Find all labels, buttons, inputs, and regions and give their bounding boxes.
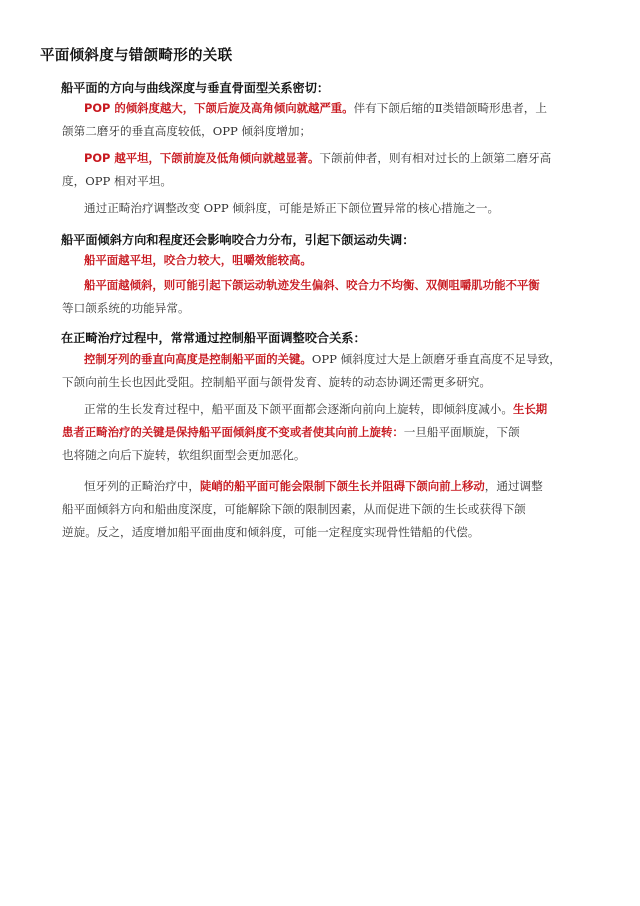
paragraph-line: 船平面倾斜方向和船曲度深度，可能解除下颌的限制因素，从而促进下颌的生长或获得下颌 <box>62 502 526 516</box>
paragraph-line <box>62 421 602 444</box>
page-title: 平面倾斜度与错颌畸形的关联 <box>40 48 233 64</box>
body-text: 下颌前伸者，则有相对过长的上颌第二磨牙高 <box>319 151 552 165</box>
paragraph-line: 逆旋。反之，适度增加船平面曲度和倾斜度，可能一定程度实现骨性错船的代偿。 <box>62 525 480 539</box>
paragraph-line <box>84 348 602 371</box>
highlight-text: 生长期 <box>512 402 548 416</box>
section-2-paragraph-1 <box>84 249 602 272</box>
section-1-paragraph-2 <box>62 147 602 193</box>
body-text: OPP 倾斜度过大是上颌磨牙垂直高度不足导致， <box>311 352 561 366</box>
section-1-paragraph-1 <box>62 97 602 143</box>
highlight-text: 患者正畸治疗的关键是保持船平面倾斜度不变或者使其向前上旋转： <box>62 425 404 439</box>
body-text: 一旦船平面顺旋，下颌 <box>403 425 520 439</box>
section-3-paragraph-1 <box>62 348 602 394</box>
paragraph-line: 下颌向前生长也因此受阻。控制船平面与颌骨发育、旋转的动态协调还需更多研究。 <box>62 375 491 389</box>
section-2-paragraph-2 <box>62 274 602 320</box>
highlight-text: 船平面越平坦，咬合力较大，咀嚼效能较高。 <box>84 253 312 267</box>
section-3-paragraph-3 <box>62 475 602 544</box>
paragraph-line: 也将随之向后下旋转，软组织面型会更加恶化。 <box>62 448 306 462</box>
paragraph-line <box>84 274 602 297</box>
section-2-heading: 船平面倾斜方向和程度还会影响咬合力分布，引起下颌运动失调： <box>61 233 415 247</box>
paragraph-line <box>84 249 602 272</box>
paragraph-line <box>84 398 602 421</box>
section-1-paragraph-3 <box>84 197 602 220</box>
section-3-paragraph-2 <box>62 398 602 467</box>
paragraph-line <box>84 475 602 498</box>
paragraph-line: 通过正畸治疗调整改变 OPP 倾斜度，可能是矫正下颌位置异常的核心措施之一。 <box>84 201 500 215</box>
highlight-text: 控制牙列的垂直向高度是控制船平面的关键。 <box>84 352 312 366</box>
body-text: 恒牙列的正畸治疗中， <box>84 479 200 493</box>
section-1-heading: 船平面的方向与曲线深度与垂直骨面型关系密切： <box>61 81 330 95</box>
paragraph-line: 等口颌系统的功能异常。 <box>62 301 190 315</box>
body-text: ，通过调整 <box>484 479 543 493</box>
paragraph-line <box>84 147 602 170</box>
highlight-text: 陡峭的船平面可能会限制下颌生长并阻碍下颌向前上移动 <box>199 479 485 493</box>
highlight-text: POP 越平坦，下颌前旋及低角倾向就越显著。 <box>84 151 320 165</box>
paragraph-line: 颌第二磨牙的垂直高度较低，OPP 倾斜度增加； <box>62 124 312 138</box>
highlight-text: 船平面越倾斜，则可能引起下颌运动轨迹发生偏斜、咬合力不均衡、双侧咀嚼肌功能不平衡 <box>84 278 540 292</box>
paragraph-line <box>84 97 602 120</box>
highlight-text: POP 的倾斜度越大，下颌后旋及高角倾向就越严重。 <box>84 101 354 115</box>
paragraph-line: 度，OPP 相对平坦。 <box>62 174 172 188</box>
body-text: 正常的生长发育过程中，船平面及下颌平面都会逐渐向前向上旋转，即倾斜度减小。 <box>84 402 513 416</box>
body-text: 伴有下颌后缩的Ⅱ类错颌畸形患者，上 <box>353 101 547 115</box>
section-3-heading: 在正畸治疗过程中，常常通过控制船平面调整咬合关系： <box>61 331 366 345</box>
